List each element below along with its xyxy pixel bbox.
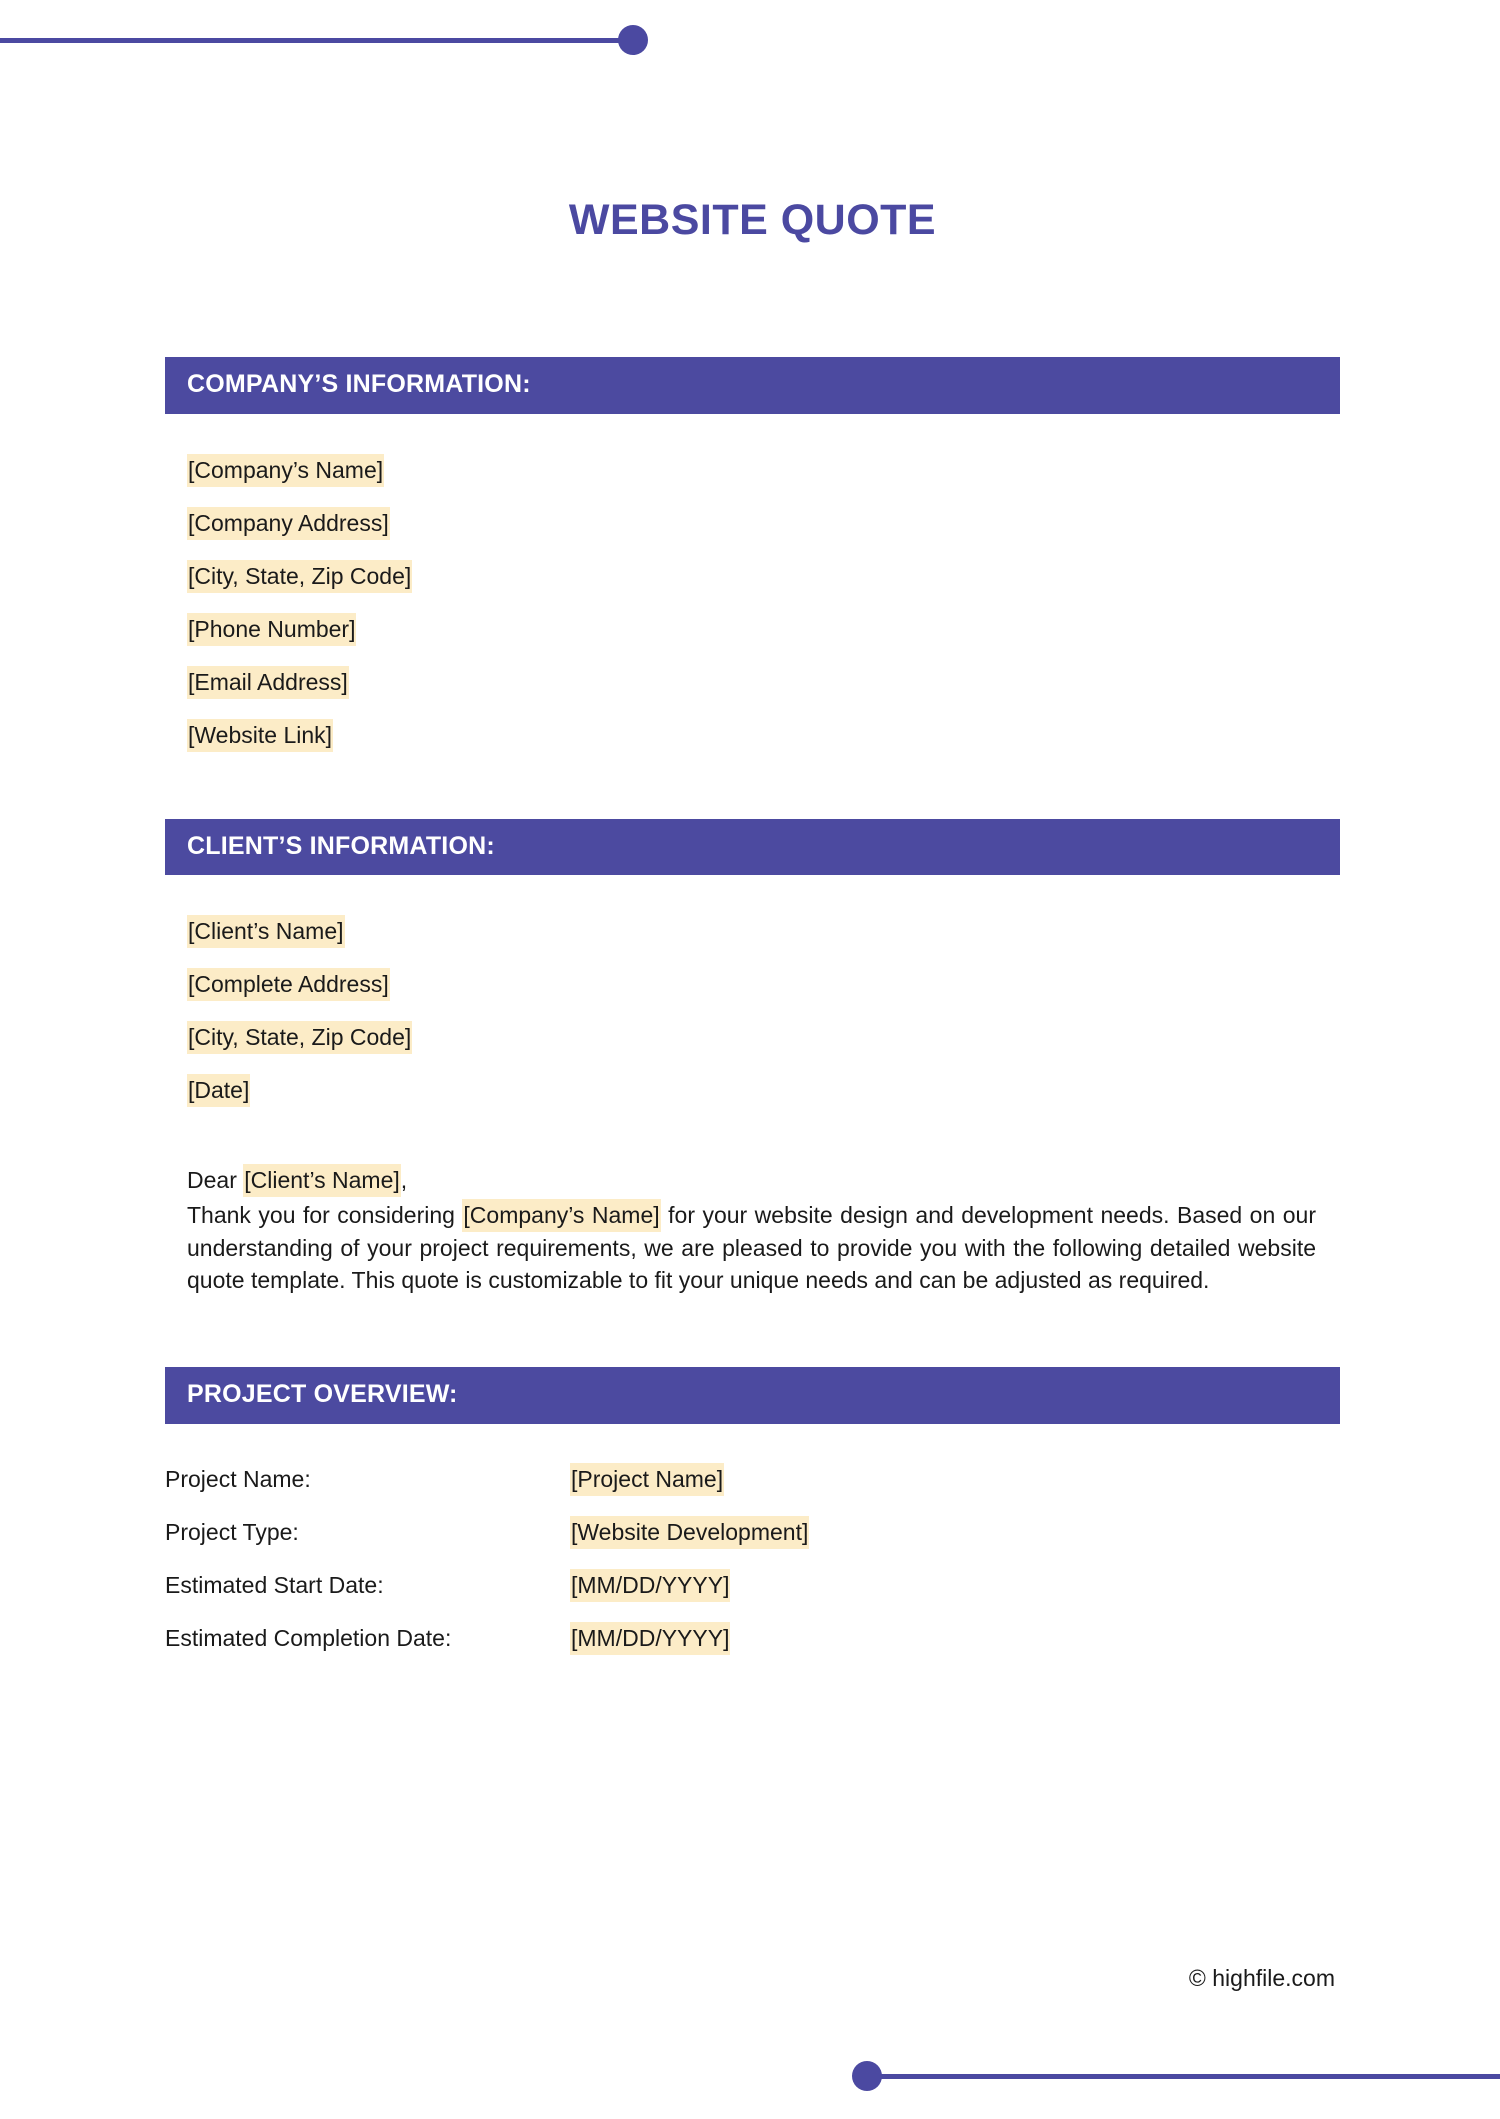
client-address-placeholder: [Complete Address] xyxy=(187,968,390,1001)
project-type-value xyxy=(570,1518,809,1574)
letter-text-after: for your website design and development needs. Based on our understanding of your project requirements, we are pleased to provide you with the following detailed website quote template. This quote is customizable to fit your unique needs and can be adjusted as required. xyxy=(187,1202,1316,1294)
content-column xyxy=(165,0,1340,1650)
company-website-placeholder: [Website Link] xyxy=(187,719,333,752)
client-date-placeholder: [Date] xyxy=(187,1074,250,1107)
bottom-decorative-rule xyxy=(852,2063,1500,2089)
company-info-list xyxy=(165,456,1340,748)
project-type-label: Project Type: xyxy=(165,1518,299,1545)
client-info-list xyxy=(165,920,1340,1102)
table-row xyxy=(165,1574,809,1627)
table-row xyxy=(165,1468,809,1521)
letter-paragraph xyxy=(187,1199,1316,1297)
project-name-value xyxy=(570,1465,809,1521)
company-phone-placeholder: [Phone Number] xyxy=(187,613,356,646)
decorative-line xyxy=(880,2074,1500,2079)
list-item xyxy=(165,920,1340,943)
company-city-state-zip-placeholder: [City, State, Zip Code] xyxy=(187,560,412,593)
estimated-completion-date-value xyxy=(570,1624,809,1651)
company-address-placeholder: [Company Address] xyxy=(187,507,390,540)
company-email-placeholder: [Email Address] xyxy=(187,666,349,699)
list-item xyxy=(165,973,1340,996)
letter-text-before: Thank you for considering xyxy=(187,1202,463,1229)
company-name-placeholder: [Company’s Name] xyxy=(187,454,384,487)
estimated-start-date-placeholder: [MM/DD/YYYY] xyxy=(570,1569,730,1602)
list-item xyxy=(165,1079,1340,1102)
list-item xyxy=(165,456,1340,483)
salutation-line xyxy=(187,1164,1316,1197)
letter-body xyxy=(165,1164,1340,1297)
salutation-prefix: Dear xyxy=(187,1167,244,1194)
section-header-company: COMPANY’S INFORMATION: xyxy=(165,357,1340,414)
page-title: WEBSITE QUOTE xyxy=(568,196,937,244)
estimated-start-date-value xyxy=(570,1571,809,1627)
salutation-client-placeholder: [Client’s Name] xyxy=(243,1164,401,1197)
estimated-completion-date-label: Estimated Completion Date: xyxy=(165,1624,452,1651)
list-item xyxy=(165,615,1340,642)
section-header-project-overview: PROJECT OVERVIEW: xyxy=(165,1367,1340,1424)
decorative-dot xyxy=(852,2061,882,2091)
estimated-start-date-label: Estimated Start Date: xyxy=(165,1571,384,1598)
table-row xyxy=(165,1627,809,1650)
list-item xyxy=(165,721,1340,748)
list-item xyxy=(165,1026,1340,1049)
project-name-placeholder: [Project Name] xyxy=(570,1463,724,1496)
estimated-completion-date-placeholder: [MM/DD/YYYY] xyxy=(570,1622,730,1655)
project-type-placeholder: [Website Development] xyxy=(570,1516,809,1549)
letter-company-placeholder: [Company’s Name] xyxy=(462,1199,660,1232)
client-city-state-zip-placeholder: [City, State, Zip Code] xyxy=(187,1021,412,1054)
project-overview-table xyxy=(165,1465,809,1651)
table-row xyxy=(165,1521,809,1574)
footer-credit: © highfile.com xyxy=(1188,1965,1335,1991)
list-item xyxy=(165,668,1340,695)
salutation-suffix: , xyxy=(400,1167,408,1194)
list-item xyxy=(165,509,1340,536)
client-name-placeholder: [Client’s Name] xyxy=(187,915,345,948)
project-name-label: Project Name: xyxy=(165,1465,311,1492)
list-item xyxy=(165,562,1340,589)
section-header-client: CLIENT’S INFORMATION: xyxy=(165,819,1340,876)
